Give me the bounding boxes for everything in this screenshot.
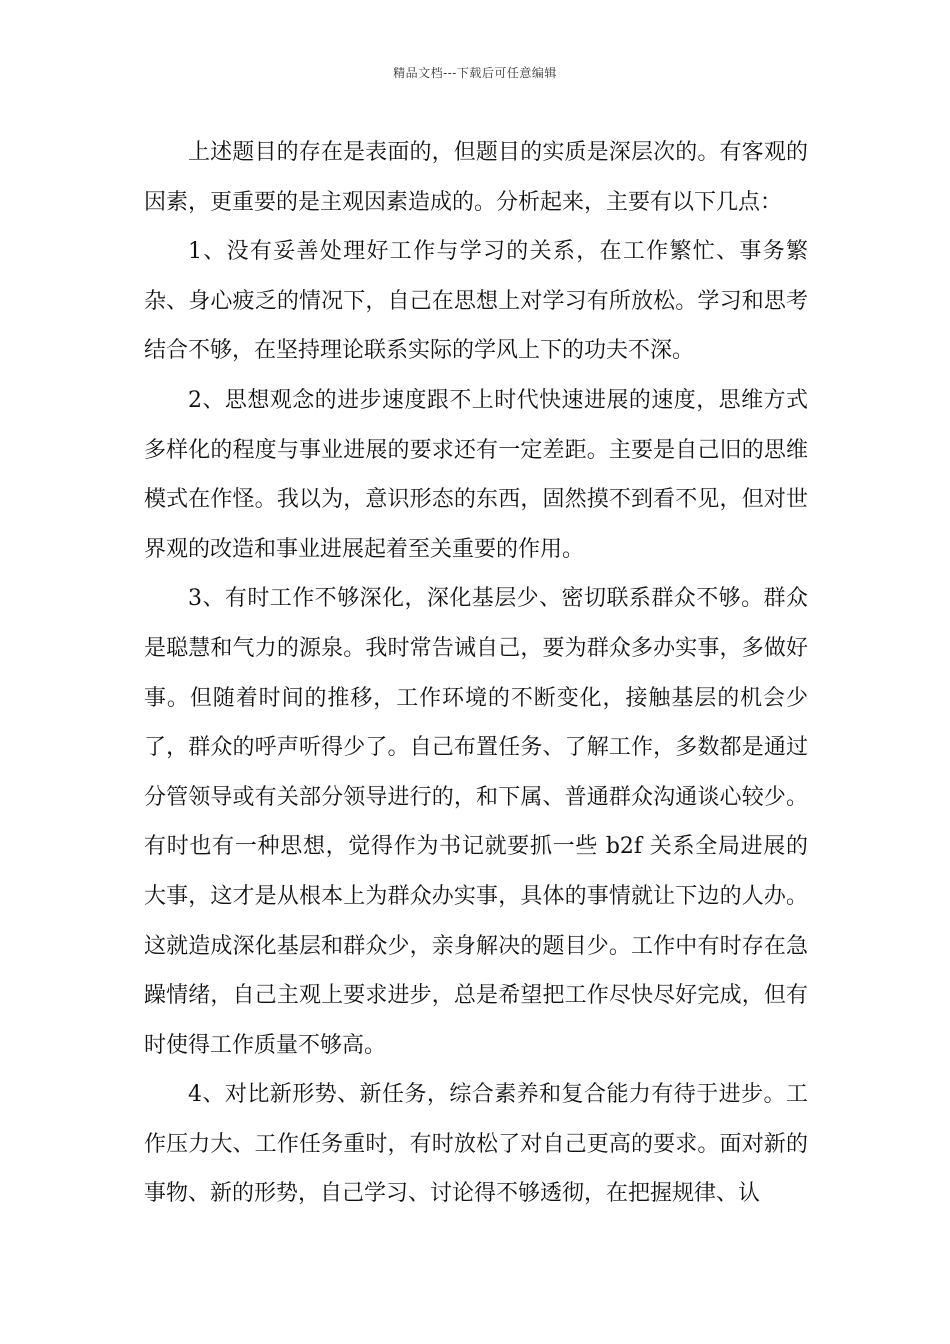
text-line: 是聪慧和气力的源泉。我时常告诫自己，要为群众多办实事，多做 — [144, 635, 786, 661]
text-line: 少了，群众的呼声听得少了。自己布置任务、了解工作，多数都是 — [144, 685, 808, 761]
text-line: 通过分管领导或有关部分领导进行的，和下属、普通群众沟通谈心 — [144, 735, 808, 810]
text-line: 作压力大、工作任务重时，有时放松了对自己更高的要求。面对新 — [144, 1131, 786, 1157]
document-body — [144, 128, 808, 1219]
text-line: 较少。有时也有一种思想，觉得作为书记就要抓一些 b2f 关系全局 — [144, 784, 808, 860]
paragraph — [144, 227, 808, 376]
text-line: 3、有时工作不够深化，深化基层少、密切联系群众不够。群众 — [188, 586, 808, 612]
text-line: 的事物、新的形势，自己学习、讨论得不够透彻，在把握规律、认 — [144, 1131, 808, 1207]
text-line: 多样化的程度与事业进展的要求还有一定差距。主要是自己旧的思 — [144, 437, 786, 463]
text-line: 进展的大事，这才是从根本上为群众办实事，具体的事情就让下边 — [144, 834, 808, 909]
paragraph — [144, 574, 808, 1070]
text-line: 有时存在急躁情绪，自己主观上要求进步，总是希望把工作尽快尽 — [144, 933, 808, 1009]
page-header: 精品文档---下载后可任意编辑 — [393, 66, 557, 80]
text-line: 对世界观的改造和事业进展起着至关重要的作用。 — [144, 487, 808, 562]
text-line: 4、对比新形势、新任务，综合素养和复合能力有待于进步。工 — [188, 1082, 808, 1108]
text-line: 的人办。这就造成深化基层和群众少，亲身解决的题目少。工作中 — [144, 883, 808, 959]
text-line: 1、没有妥善处理好工作与学习的关系，在工作繁忙、事务繁杂、 — [144, 239, 808, 314]
paragraph — [144, 128, 808, 227]
paragraph — [144, 376, 808, 574]
text-line: 身心疲乏的情况下，自己在思想上对学习有所放松。学习和思考结 — [144, 288, 808, 364]
text-line: 上述题目的存在是表面的，但题目的实质是深层次的。有客观 — [188, 140, 786, 165]
text-line: 好事。但随着时间的推移，工作环境的不断变化，接触基层的机会 — [144, 635, 808, 711]
text-line: 2、思想观念的进步速度跟不上时代快速进展的速度，思维方式 — [188, 387, 808, 413]
text-line: 的因素，更重要的是主观因素造成的。分析起来，主要有以下几点： — [144, 140, 808, 215]
text-line: 合不够，在坚持理论联系实际的学风上下的功夫不深。 — [166, 338, 695, 364]
text-line: 好完成，但有时使得工作质量不够高。 — [144, 983, 808, 1058]
paragraph — [144, 1070, 808, 1219]
text-line: 维模式在作怪。我以为，意识形态的东西，固然摸不到看不见，但 — [144, 437, 808, 513]
